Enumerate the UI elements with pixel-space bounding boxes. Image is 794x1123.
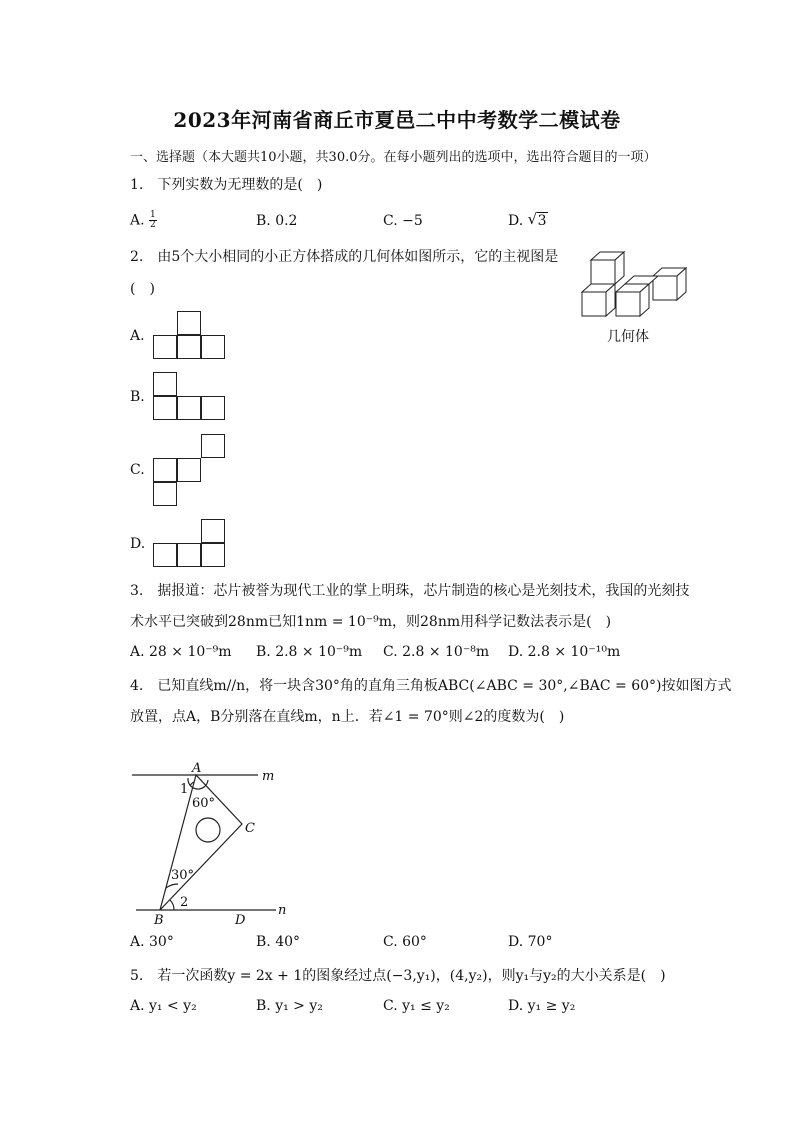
- cube-front-face: [591, 260, 615, 284]
- label-b: B: [154, 913, 164, 928]
- label-m: m: [262, 769, 275, 784]
- q2-option-b[interactable]: B.: [130, 389, 145, 405]
- q5-stem: 5. 若一次函数y = 2x + 1的图象经过点(−3,y₁)，(4,y₂)，则y₁与y₂的大小关系是( ): [130, 968, 666, 984]
- q2-figure-caption: 几何体: [607, 329, 649, 345]
- q2-stem-line2: ( ): [130, 281, 155, 297]
- q3-option-c[interactable]: C. 2.8 × 10⁻⁸m: [383, 644, 490, 660]
- q5-option-a[interactable]: A. y₁ < y₂: [130, 998, 197, 1014]
- q3-option-b[interactable]: B. 2.8 × 10⁻⁹m: [256, 644, 363, 660]
- label-angle-1: 1: [180, 782, 189, 797]
- label-angle-2: 2: [180, 895, 189, 910]
- section-heading: 一、选择题（本大题共10小题，共30.0分。在每小题列出的选项中，选出符合题目的一项）: [130, 150, 657, 165]
- q1-fraction: [149, 211, 157, 230]
- q2-option-a[interactable]: A.: [130, 328, 145, 344]
- sqrt-symbol: √ 3: [527, 210, 547, 229]
- q1-option-c[interactable]: C. −5: [383, 213, 423, 229]
- q1-option-a[interactable]: [130, 211, 157, 230]
- q4-stem-line1: 4. 已知直线m//n，将一块含30°角的直角三角板ABC(∠ABC = 30°,∠BAC = 60°)按如图方式: [130, 678, 732, 694]
- q2-stem-line1: 2. 由5个大小相同的小正方体搭成的几何体如图所示，它的主视图是: [130, 249, 559, 265]
- q4-option-c[interactable]: C. 60°: [383, 934, 427, 950]
- q1-option-d-label: D.: [508, 213, 524, 229]
- label-d: D: [235, 913, 246, 928]
- triangle-hole: [196, 818, 220, 842]
- q5-option-b[interactable]: B. y₁ > y₂: [256, 998, 323, 1014]
- q4-geometry-figure: [128, 758, 298, 928]
- q1-option-b[interactable]: B. 0.2: [256, 213, 298, 229]
- label-n: n: [278, 903, 287, 918]
- q3-stem-line2: 术水平已突破到28nm已知1nm = 10⁻⁹m，则28nm用科学记数法表示是( ): [130, 614, 612, 630]
- q2-option-c[interactable]: C.: [130, 462, 145, 478]
- label-angle-60: 60°: [192, 796, 216, 811]
- q4-option-d[interactable]: D. 70°: [508, 934, 553, 950]
- q4-stem-line2: 放置，点A，B分别落在直线m，n上．若∠1 = 70°则∠2的度数为( ): [130, 709, 565, 725]
- q3-option-a[interactable]: A. 28 × 10⁻⁹m: [130, 644, 232, 660]
- q2-solid-figure: [578, 248, 694, 324]
- q1-option-a-label: A.: [130, 212, 145, 229]
- q5-option-d[interactable]: D. y₁ ≥ y₂: [508, 998, 576, 1014]
- label-a: A: [192, 761, 202, 776]
- q3-option-d[interactable]: D. 2.8 × 10⁻¹⁰m: [508, 644, 621, 660]
- page-title: 2023年河南省商丘市夏邑二中中考数学二模试卷: [173, 108, 621, 132]
- angle-30-arc: [166, 884, 178, 888]
- q1-stem: 1. 下列实数为无理数的是( ): [130, 177, 323, 193]
- q4-option-a[interactable]: A. 30°: [130, 934, 174, 950]
- q3-stem-line1: 3. 据报道：芯片被誉为现代工业的掌上明珠，芯片制造的核心是光刻技术，我国的光刻技: [130, 583, 690, 599]
- angle-2-arc: [170, 900, 174, 910]
- q1-fraction-numerator: 1: [150, 210, 156, 220]
- q4-option-b[interactable]: B. 40°: [256, 934, 301, 950]
- q2-option-d[interactable]: D.: [130, 536, 146, 552]
- q1-fraction-denominator: 2: [150, 220, 156, 230]
- q1-option-d[interactable]: [508, 210, 548, 229]
- q5-option-c[interactable]: C. y₁ ≤ y₂: [383, 998, 450, 1014]
- label-angle-30: 30°: [171, 868, 195, 883]
- label-c: C: [245, 821, 255, 836]
- q1-radicand: 3: [537, 213, 547, 229]
